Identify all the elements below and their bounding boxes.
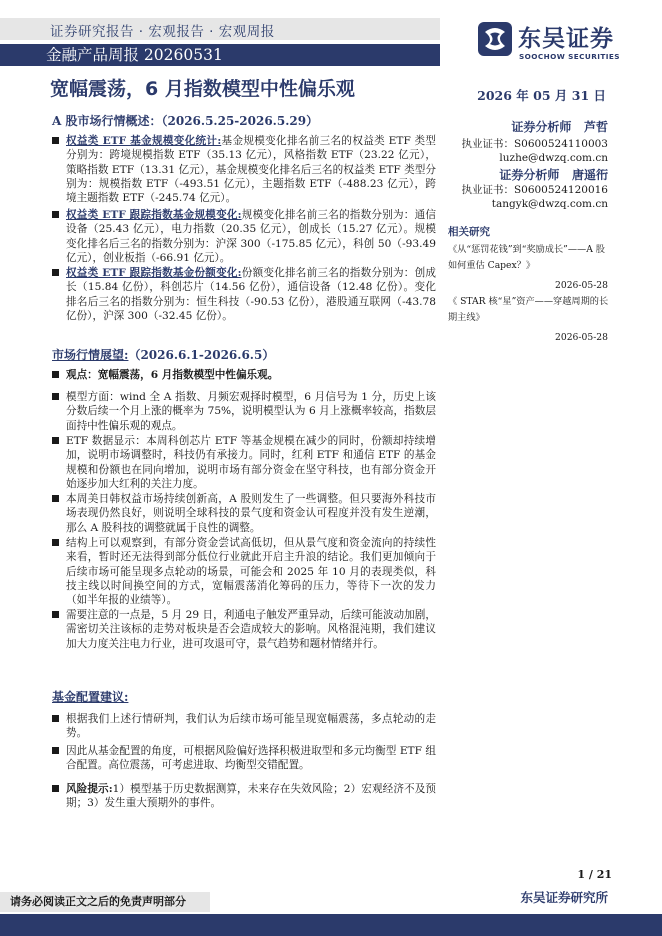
analyst-license: 执业证书：S0600524110003 — [461, 138, 608, 150]
bullet-lead: 观点：宽幅震荡，6 月指数模型中性偏乐观。 — [66, 369, 279, 381]
list-item — [52, 134, 436, 205]
section-heading-text: A 股市场行情概述： — [52, 114, 162, 128]
bullet-square-icon — [52, 371, 59, 378]
bullet-square-icon — [52, 715, 59, 722]
bullet-body: 结构上可以观察到，有部分资金尝试高低切，但从景气度和资金流向的持续性来看，暂时还无法得到部分低位行业就此开启主升浪的结论。我们更加倾向于后续市场可能呈现多点轮动的场景，可能会和 2025 年 10 月的表现类似，科技主线以时间换空间的方式，宽幅震荡消化筹码的压力，等待下一次的发力（如半年报的业绩等）。 — [66, 537, 436, 607]
list-item — [52, 390, 436, 433]
list-item — [52, 782, 436, 811]
section-heading-outlook — [52, 346, 274, 363]
report-title: 宽幅震荡，6 月指数模型中性偏乐观 — [50, 78, 355, 100]
bullet-body: ETF 数据显示：本周科创芯片 ETF 等基金规模在减少的同时，份额却持续增加，说明市场调整时，科技仍有承接力。同时，红利 ETF 和通信 ETF 的基金规模和份额也在同向增加，说明市场有部分资金在坚守科技，也有部分资金开始逐步加大红利的关注力度。 — [66, 435, 436, 490]
list-item — [52, 208, 436, 265]
bullet-body: 因此从基金配置的角度，可根据风险偏好选择积极进取型和多元均衡型 ETF 组合配置。高位震荡，可考虑进取、均衡型交错配置。 — [66, 745, 436, 772]
bullet-body: 份额变化排名前三名的指数分别为：创成长（15.84 亿份），科创芯片（14.56 亿份），通信设备（12.48 亿份）。变化排名后三名的指数分别为：恒生科技（-90.53 亿份），港股通互联网（-43.78 亿份），沪深 300（-32.45 亿份）。 — [66, 267, 437, 322]
list-item — [52, 266, 436, 323]
bullet-square-icon — [52, 747, 59, 754]
bullet-square-icon — [52, 611, 59, 618]
list-item — [52, 492, 436, 535]
bullet-square-icon — [52, 437, 59, 444]
report-date: 2026 年 05 月 31 日 — [477, 88, 606, 103]
bullet-square-icon — [52, 269, 59, 276]
analyst-email-link[interactable]: luzhe@dwzq.com.cn — [499, 152, 608, 164]
related-research-heading: 相关研究 — [448, 226, 490, 238]
list-item — [52, 368, 436, 382]
footer-bar — [0, 914, 662, 936]
analyst-email-link[interactable]: tangyk@dwzq.com.cn — [491, 198, 608, 210]
disclaimer-notice: 请务必阅读正文之后的免责声明部分 — [0, 892, 210, 912]
bullet-lead: 风险提示: — [66, 783, 113, 795]
bullet-body: 根据我们上述行情研判，我们认为后续市场可能呈现宽幅震荡，多点轮动的走势。 — [66, 713, 436, 740]
list-item — [52, 536, 436, 607]
analyst-role-text: 证券分析师 — [511, 120, 572, 134]
related-research-date: 2026-05-28 — [555, 280, 608, 291]
analyst-role-2 — [499, 166, 608, 183]
section-period: （2026.6.1-2026.6.5） — [128, 348, 275, 362]
logo-mark-icon — [478, 22, 512, 56]
bullet-lead: 权益类 ETF 基金规模变化统计: — [66, 135, 222, 147]
section-heading-market-overview — [52, 112, 318, 129]
logo-text-cn: 东吴证券 — [518, 26, 614, 52]
bullet-body: 模型方面：wind 全 A 指数、月频宏观择时模型，6 月信号为 1 分，历史上该分数后续一个月上涨的概率为 75%，说明模型认为 6 月上涨概率较高，指数层面持中性偏乐观的观点。 — [66, 391, 436, 432]
logo-text-en: SOOCHOW SECURITIES — [519, 52, 620, 61]
bullet-square-icon — [52, 393, 59, 400]
bullet-square-icon — [52, 539, 59, 546]
section-heading-text: 市场行情展望: — [52, 348, 129, 362]
section-period: （2026.5.25-2026.5.29） — [161, 114, 319, 128]
list-item — [52, 608, 436, 651]
analyst-role-text: 证券分析师 — [499, 168, 560, 182]
bullet-square-icon — [52, 495, 59, 502]
company-logo — [478, 20, 628, 66]
section-heading-fund-allocation — [52, 688, 128, 705]
related-research-link[interactable]: 《从“惩罚花钱”到“奖励成长”——A 股如何重估 Capex？》 — [448, 244, 605, 271]
bullet-square-icon — [52, 211, 59, 218]
analyst-name: 芦哲 — [583, 120, 608, 134]
bullet-body: 基金规模变化排名前三名的权益类 ETF 类型分别为：跨境规模指数 ETF（35.13 亿元），风格指数 ETF（23.22 亿元），策略指数 ETF（13.31 亿元），基金规模变化排名后三名的权益类 ETF 类型分别为：规模指数 ETF（-493.51 亿元），主题指数 ETF（-488.23 亿元），跨境主题指数 ETF（-245.74 亿元）。 — [66, 135, 436, 205]
analyst-role-1 — [511, 118, 608, 135]
related-research-date: 2026-05-28 — [555, 332, 608, 343]
bullet-square-icon — [52, 137, 59, 144]
bullet-lead: 权益类 ETF 跟踪指数基金规模变化: — [66, 209, 242, 221]
bullet-body: 本周美日韩权益市场持续创新高，A 股则发生了一些调整。但只要海外科技市场表现仍然良好，则说明全球科技的景气度和资金认可程度并没有发生逆潮，那么 A 股科技的调整就属于良性的调整。 — [66, 493, 436, 534]
bullet-lead: 权益类 ETF 跟踪指数基金份额变化: — [66, 267, 242, 279]
product-line: 金融产品周报 20260531 — [0, 44, 440, 66]
bullet-body: 需要注意的一点是，5 月 29 日，利通电子触发严重异动，后续可能波动加剧，需密切关注该标的走势对板块是否会造成较大的影响。风格混沌期，我们建议加大力度关注电力行业，进可攻退可守，景气趋势和题材情绪并行。 — [66, 609, 436, 650]
bullet-body: 规模变化排名前三名的指数分别为：通信设备（25.43 亿元），电力指数（20.35 亿元），创成长（15.27 亿元）。规模变化排名后三名的指数分别为：沪深 300（-175.85 亿元），科创 50（-93.49 亿元），创业板指（-66.91 亿元）。 — [66, 209, 437, 264]
analyst-name: 唐遥衎 — [571, 168, 608, 182]
breadcrumb: 证券研究报告 · 宏观报告 · 宏观周报 — [50, 24, 275, 40]
section-heading-text: 基金配置建议: — [52, 690, 129, 704]
page-number: 1 / 21 — [577, 868, 612, 881]
related-research-link[interactable]: 《 STAR 核“星”资产——穿越周期的长期主线》 — [448, 296, 609, 323]
list-item — [52, 712, 436, 741]
bullet-square-icon — [52, 785, 59, 792]
institute-name: 东吴证券研究所 — [520, 890, 608, 905]
bullet-body: 1）模型基于历史数据测算，未来存在失效风险；2）宏观经济不及预期；3）发生重大预期外的事件。 — [66, 783, 436, 810]
list-item — [52, 434, 436, 491]
list-item — [52, 744, 436, 773]
analyst-license: 执业证书：S0600524120016 — [461, 184, 608, 196]
